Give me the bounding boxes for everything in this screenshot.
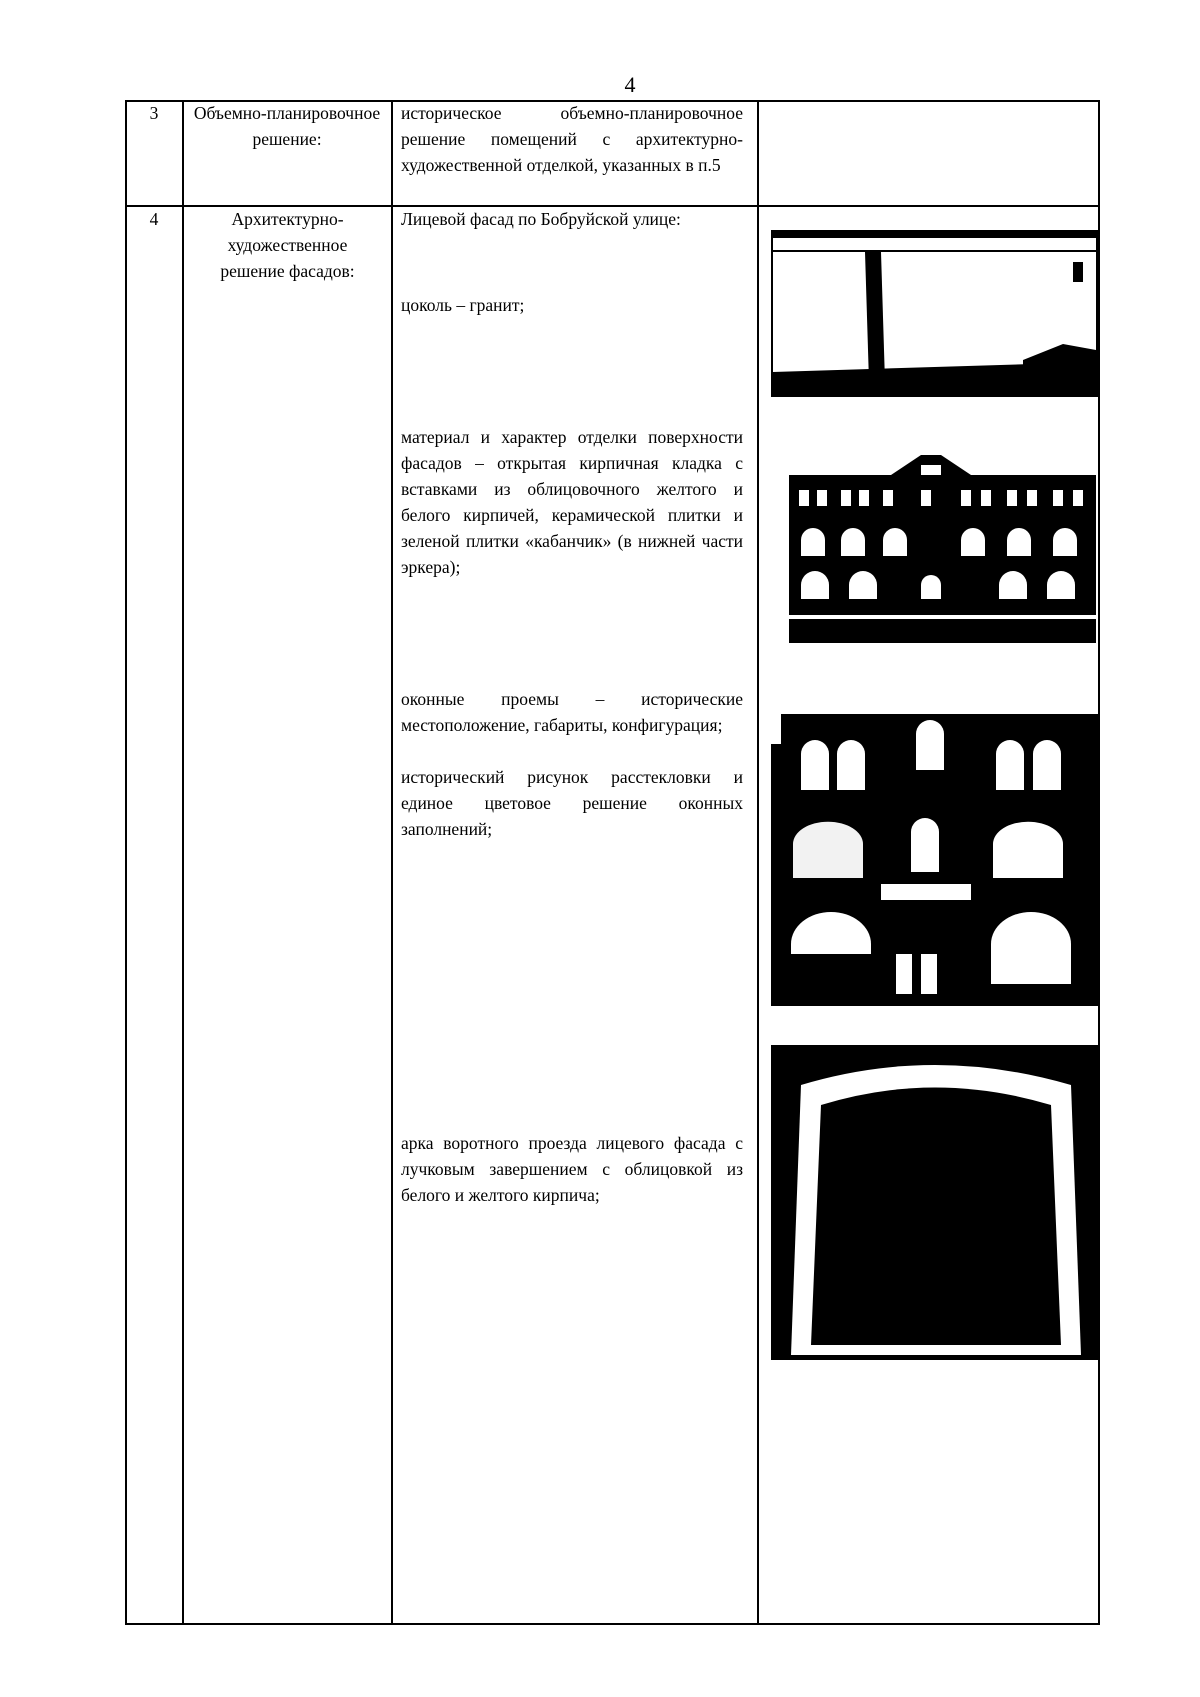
row-description: историческое объемно-планировочное решение помещений с архитектурно-художественной отделкой, указанных в п.5 [401,103,743,175]
gate-arch-text: арка воротного проезда лицевого фасада с лучковым завершением с облицовкой из белого и желтого кирпича; [401,1133,743,1205]
table-border-bottom [125,1623,1100,1625]
row-number: 3 [149,103,159,123]
table-border-right [1098,100,1100,1625]
window-glazing-text: исторический рисунок расстекловки и единое цветовое решение оконных заполнений; [401,767,743,839]
plinth-text: цоколь – гранит; [401,295,525,315]
gate-arch-photo [771,1045,1098,1375]
row-number: 4 [149,209,159,229]
brick-facade-photo [771,455,1096,643]
table-border-left [125,100,127,1625]
facade-windows-photo [771,714,1098,1026]
column-divider [391,100,393,1625]
monument-description-table [125,100,1100,1625]
column-divider [182,100,184,1625]
row-title: Объемно-планировочное решение: [193,103,381,149]
row-title: Архитектурно-художественное решение фасадов: [220,209,355,281]
window-openings-text: оконные проемы – исторические местоположение, габариты, конфигурация; [401,689,743,735]
column-divider [757,100,759,1625]
granite-plinth-photo [771,230,1098,397]
facade-material-text: материал и характер отделки поверхности фасадов – открытая кирпичная кладка с вставками из облицовочного желтого и белого кирпичей, керамической плитки и зеленой плитки «кабанчик» (в нижней части эркера); [401,427,743,577]
facade-heading: Лицевой фасад по Бобруйской улице: [401,209,681,229]
page-number: 4 [624,72,636,97]
